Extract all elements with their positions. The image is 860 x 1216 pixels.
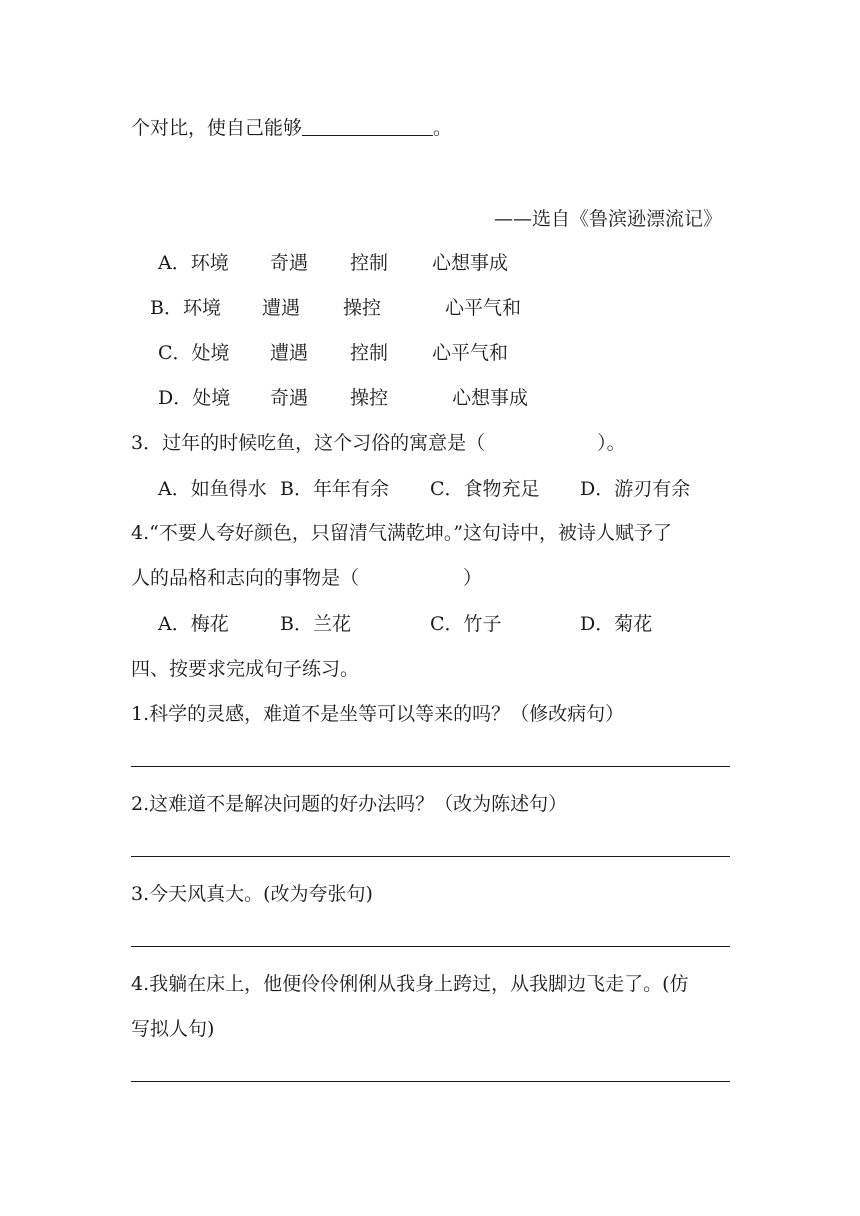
carry-over-end: 。 [433,117,453,139]
answer-line-4[interactable] [131,1081,730,1082]
section-4-item-1: 1.科学的灵感，难道不是坐等可以等来的吗？（修改病句） [131,703,625,725]
option-a: A．如鱼得水 [158,478,267,500]
option-word: 控制 [350,252,389,274]
option-word: 控制 [350,342,389,364]
option-word: 心平气和 [445,297,522,319]
section-4-item-2: 2.这难道不是解决问题的好办法吗？（改为陈述句） [131,793,568,815]
question-3-end: ）。 [597,432,626,454]
option-label: C．处境 [158,342,230,364]
option-word: 心想事成 [452,387,529,409]
option-word: 遭遇 [270,342,309,364]
option-word: 奇遇 [270,252,309,274]
answer-line-3[interactable] [131,946,730,947]
option-word: 心想事成 [432,252,509,274]
question-4-stem-line2 [131,565,482,591]
answer-blank[interactable] [302,115,433,136]
option-d: D．游刃有余 [580,478,691,500]
section-4-item-4-cont: 写拟人句) [131,1018,215,1040]
section-4-heading: 四、按要求完成句子练习。 [131,658,360,680]
option-a: A．梅花 [158,613,229,635]
source-attribution: ——选自《鲁滨逊漂流记》 [493,208,722,230]
question-4-end: ） [463,567,483,589]
option-word: 操控 [350,387,389,409]
option-b: B．年年有余 [280,478,389,500]
option-word: 操控 [343,297,382,319]
option-word: 奇遇 [270,387,309,409]
answer-line-2[interactable] [131,856,730,857]
section-4-item-3: 3.今天风真大。(改为夸张句) [131,883,373,905]
carry-over-text: 个对比，使自己能够 [131,117,303,139]
option-b: B．兰花 [280,613,351,635]
option-word: 遭遇 [262,297,301,319]
section-4-item-4: 4.我躺在床上，他便伶伶俐俐从我身上跨过，从我脚边飞走了。(仿 [131,973,689,995]
option-label: D．处境 [158,387,231,409]
option-c: C．竹子 [430,613,502,635]
answer-line-1[interactable] [131,766,730,767]
option-label: B．环境 [150,297,221,319]
option-c: C．食物充足 [430,478,540,500]
question-3-stem [131,430,626,456]
question-4-stem-line1: 4.“不要人夸好颜色，只留清气满乾坤。”这句诗中，被诗人赋予了 [131,522,673,544]
option-word: 心平气和 [432,342,509,364]
carry-over-line [131,115,452,141]
question-3-text: 3．过年的时候吃鱼，这个习俗的寓意是（ [131,432,486,454]
option-d: D．菊花 [580,613,653,635]
question-4-text: 人的品格和志向的事物是（ [131,567,360,589]
option-label: A．环境 [158,252,229,274]
